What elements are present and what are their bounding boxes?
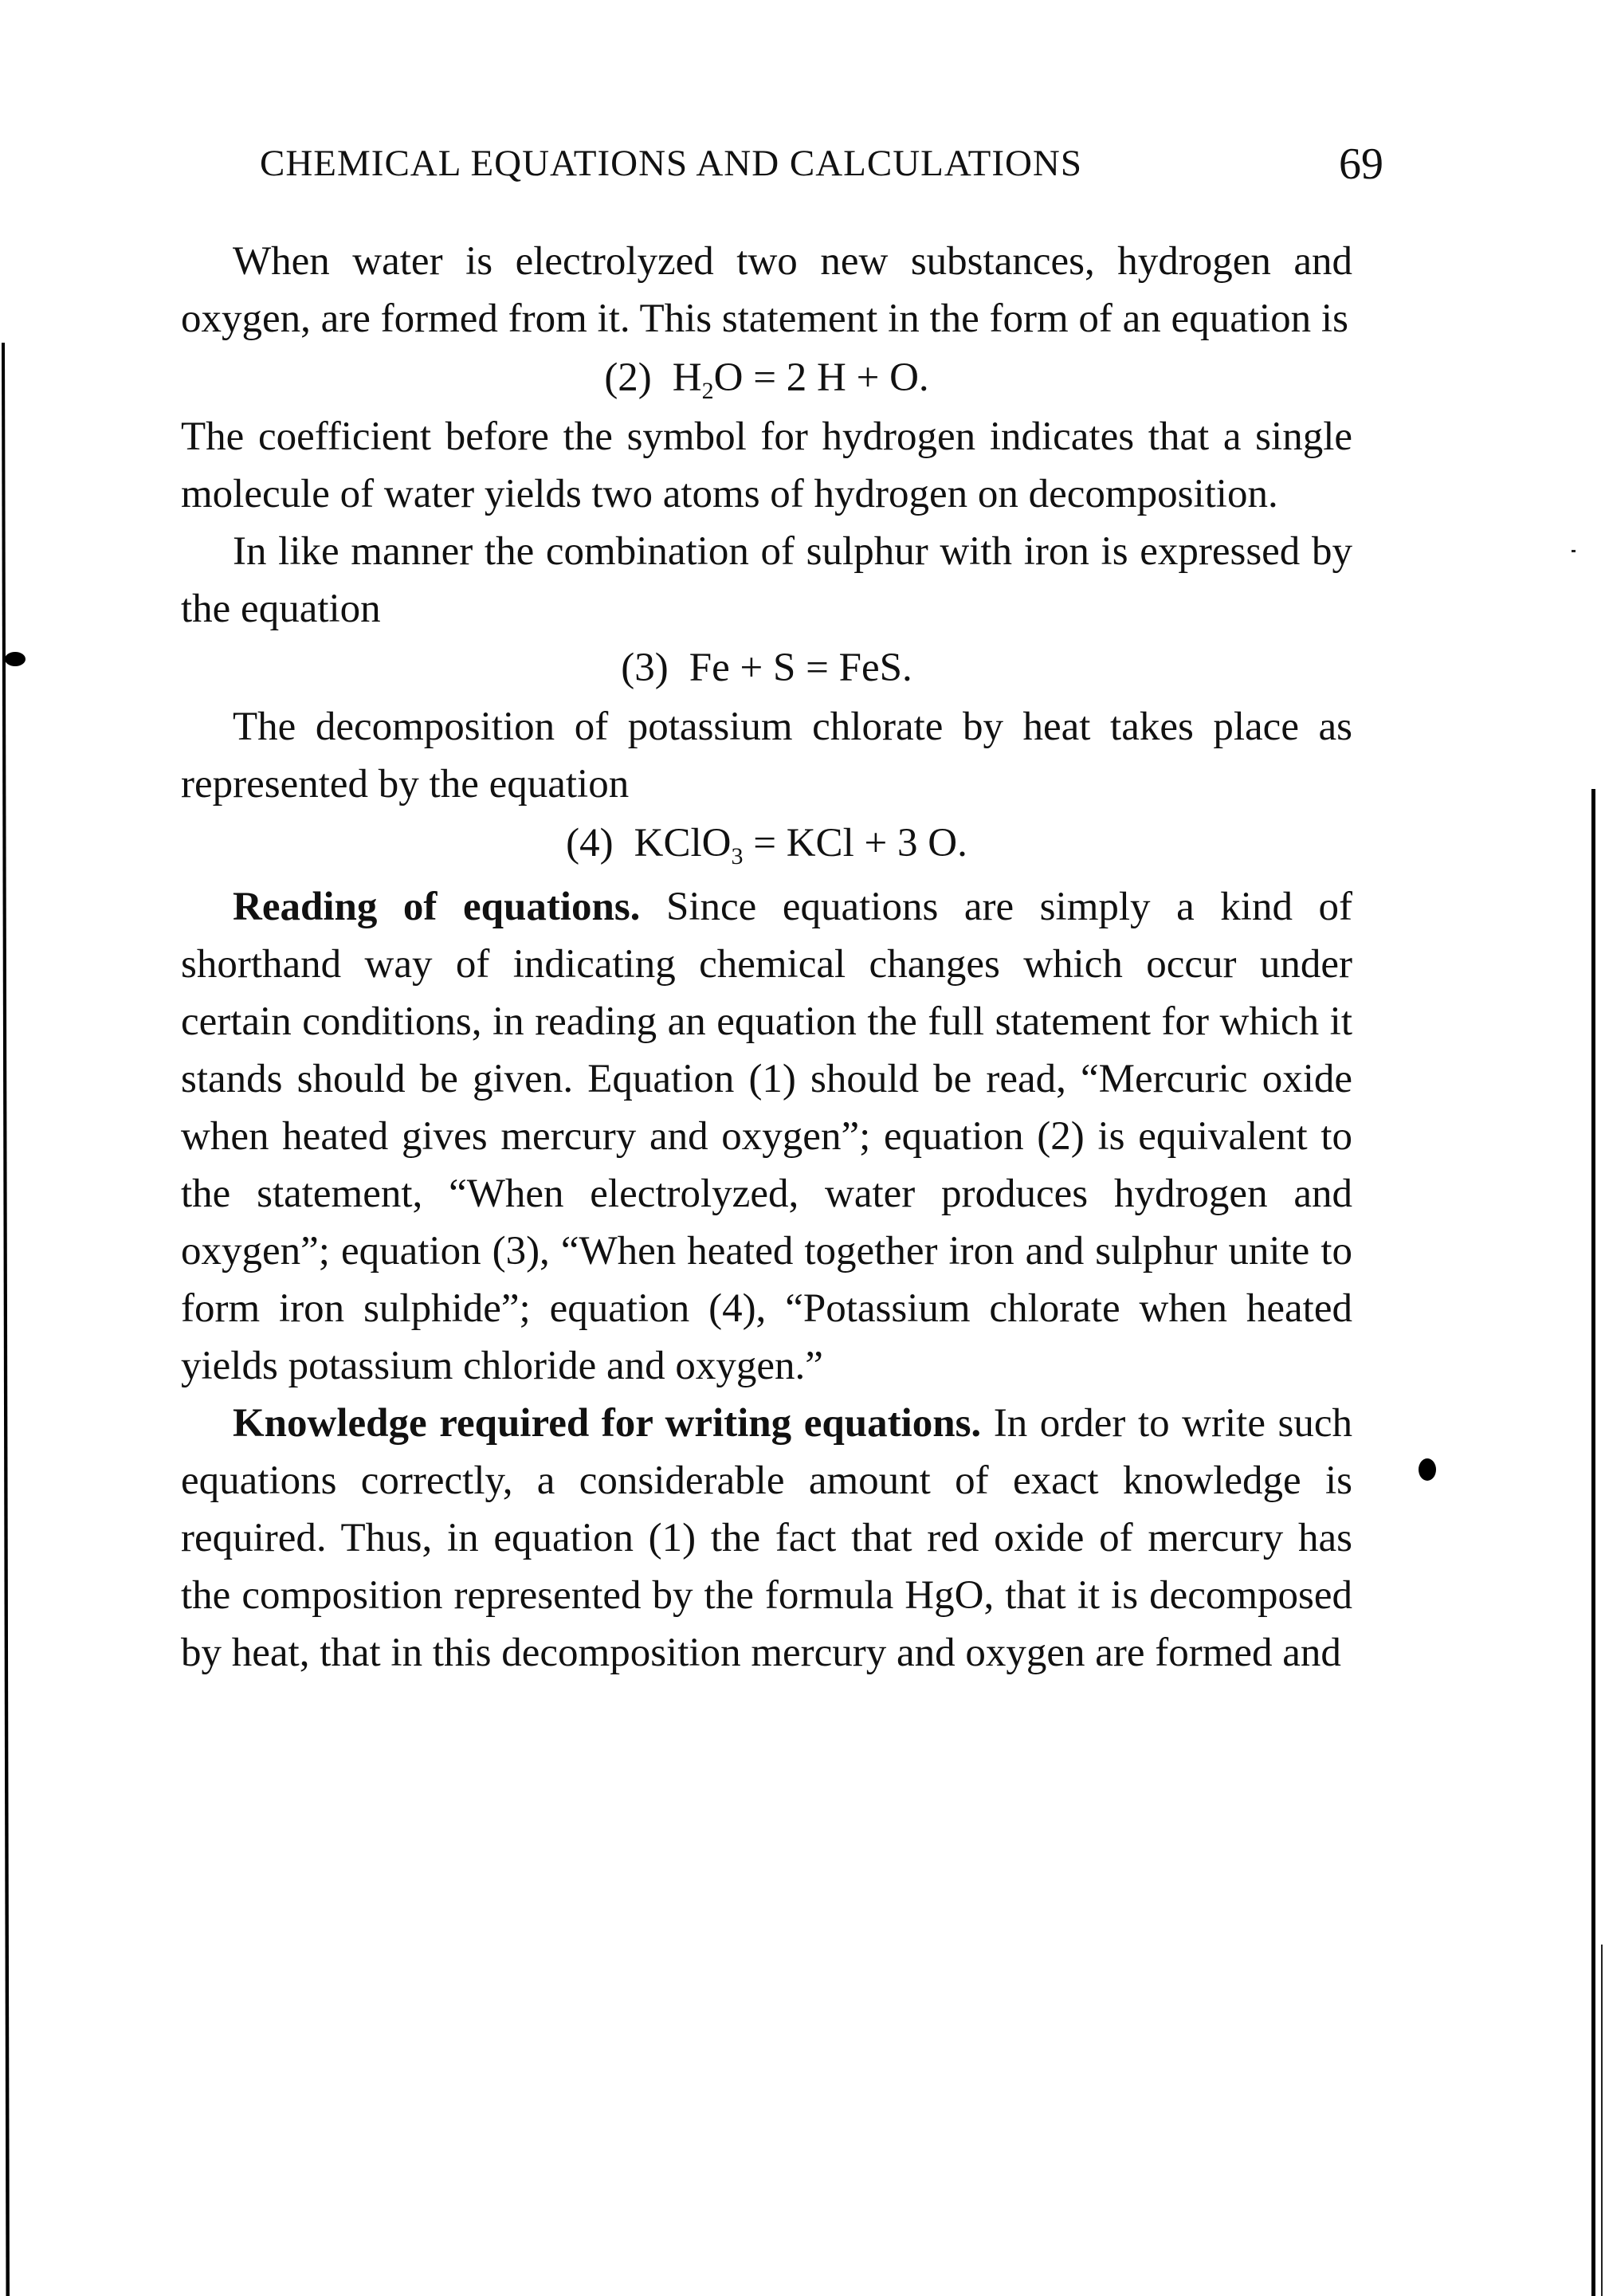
- paragraph-knowledge-required: [181, 1395, 1352, 1682]
- formula-rhs: = 2 H + O.: [743, 355, 929, 400]
- equation-3: [181, 638, 1352, 698]
- paragraph-potassium-chlorate: The decomposition of potassium chlorate by heat takes place as represented by the equation: [181, 704, 1352, 807]
- section-heading: Reading of equations.: [233, 885, 641, 929]
- equation-4: [181, 813, 1352, 873]
- page-body: [181, 233, 1352, 1682]
- scan-speck: [1572, 550, 1576, 552]
- scan-edge-left: [2, 343, 10, 2296]
- subscript: 2: [701, 378, 714, 404]
- ink-blot-right: [1419, 1458, 1436, 1481]
- equation-number: (4): [566, 821, 614, 865]
- section-heading: Knowledge required for writing equations.: [233, 1401, 982, 1446]
- paragraph-sulphur-iron: In like manner the combination of sulphur with iron is expressed by the equation: [181, 529, 1352, 631]
- paragraph-text: Since equations are simply a kind of shorthand way of indicating chemical changes which occur under certain conditions, in reading an equation the full statement for which it stands should be given. Equation (1) should be read, “Mercuric oxide when heated gives mercury and oxygen”; equation (2) is equivalent to the statement, “When electrolyzed, water produces hydrogen and oxygen”; equation (3), “When heated together iron and sulphur unite to form iron sulphide”; equation (4), “Potassium chlorate when heated yields potassium chloride and oxygen.”: [181, 885, 1352, 1388]
- equation-number: (2): [604, 355, 652, 400]
- subscript: 3: [731, 843, 744, 869]
- formula-part: H: [672, 355, 702, 400]
- paragraph-electrolysis: When water is electrolyzed two new substances, hydrogen and oxygen, are formed from it. This statement in the form of an equation is: [181, 239, 1352, 341]
- equation-number: (3): [621, 646, 669, 690]
- running-title: CHEMICAL EQUATIONS AND CALCULATIONS: [260, 143, 1083, 184]
- formula: Fe + S = FeS.: [689, 646, 912, 690]
- page-number: 69: [1339, 139, 1383, 189]
- page-header: [260, 139, 1383, 198]
- paragraph-text: In order to write such equations correctly, a considerable amount of exact knowledge is required. Thus, in equation (1) the fact that red oxide of mercury has the composition represented by the formula HgO, that it is decomposed by heat, that in this decomposition mercury and oxygen are formed and: [181, 1401, 1353, 1675]
- formula-rhs: = KCl + 3 O.: [743, 821, 967, 865]
- formula-part: KClO: [634, 821, 732, 865]
- scan-edge-right-secondary: [1601, 1945, 1603, 2296]
- equation-2: [181, 347, 1352, 408]
- ink-blot-left: [5, 652, 26, 666]
- formula-part: O: [713, 355, 744, 400]
- paragraph-coefficient: The coefficient before the symbol for hydrogen indicates that a single molecule of water yields two atoms of hydrogen on decomposition.: [181, 414, 1352, 516]
- scan-edge-right: [1591, 789, 1595, 2296]
- paragraph-reading-equations: [181, 878, 1352, 1395]
